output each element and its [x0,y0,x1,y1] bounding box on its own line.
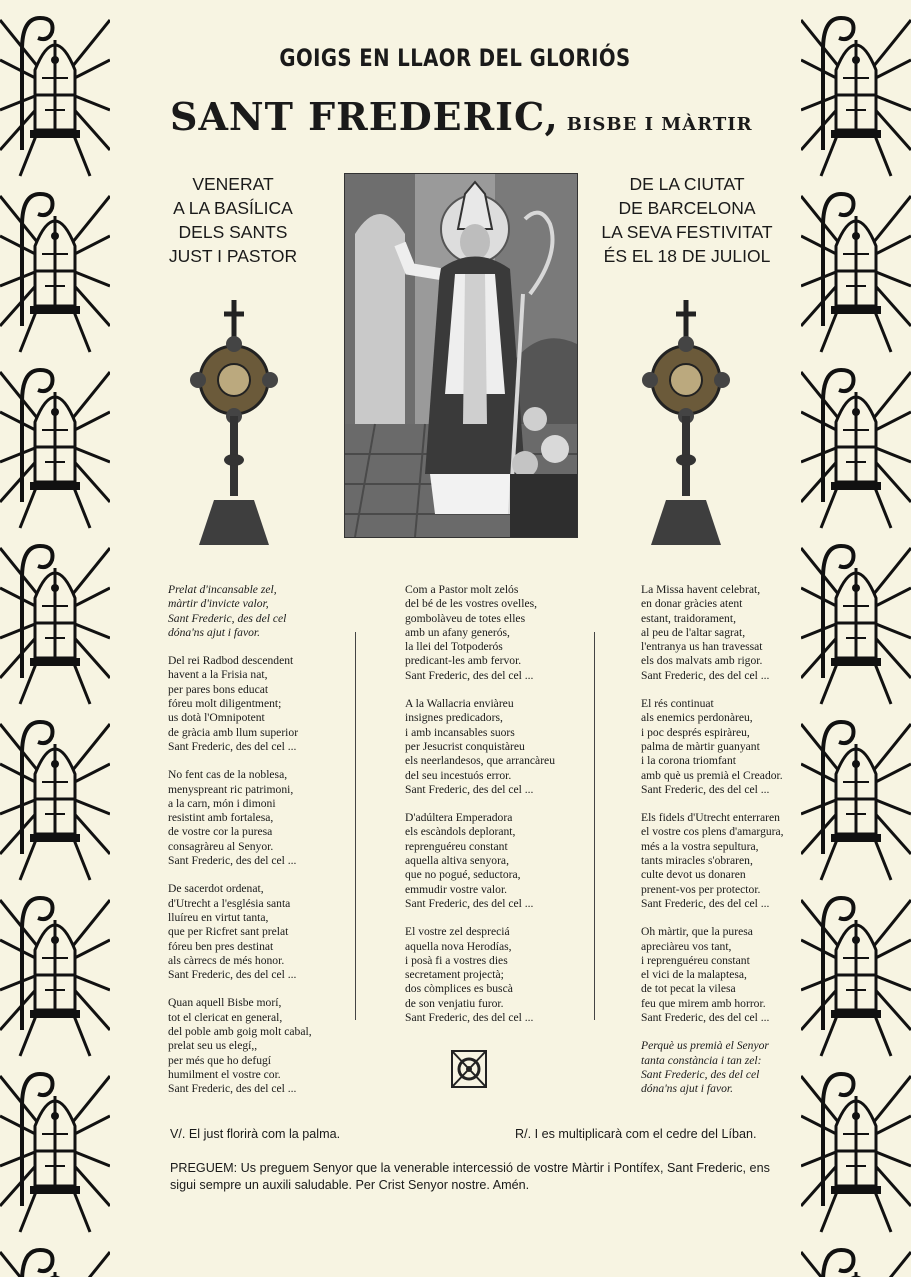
saint-title: BISBE I MÀRTIR [566,114,753,135]
verse-line: Del rei Radbod descendent [168,654,294,668]
verse-line: palma de màrtir guanyant [641,739,760,753]
header-line: GOIGS EN LLAOR DEL GLORIÓS [279,44,631,72]
verse-line: els dos malvats amb rigor. [641,654,763,668]
column-divider [594,632,595,1020]
verse-line: els neerlandesos, que arrancàreu [405,754,555,768]
verse-line: Sant Frederic, des del cel [641,1067,760,1081]
verse-line: prelat seu us elegí,, [168,1039,258,1053]
verse-line: A la Wallacria enviàreu [405,697,514,711]
verse-line: secretament projectà; [405,968,504,982]
subtitle-left-line: JUST I PASTOR [168,246,298,266]
verse-line: la llei del Totpoderós [405,640,503,654]
verse-line: predicant-les amb fervor. [405,654,522,668]
reliquary-left-image [184,300,284,550]
verse-line: de vostre cor la puresa [168,825,273,839]
verse-line: del poble amb goig molt cabal, [168,1025,312,1039]
verse-line: havent a la Frisia nat, [168,668,268,682]
verse-line: dóna'ns ajut i favor. [168,625,261,639]
verse-line: Sant Frederic, des del cel ... [405,896,534,910]
saint-name: SANT FREDERIC, [170,94,559,139]
verse-stanza [168,996,358,1096]
verse-line: Sant Frederic, des del cel ... [405,1011,534,1025]
verse-line: De sacerdot ordenat, [168,882,264,896]
verse-line: de tot pecat la vilesa [641,982,736,996]
verse-line: fóreu molt diligentment; [168,697,282,711]
verse-line: i poc després espiràreu, [641,725,750,739]
verse-line: El vostre zel despreciá [405,925,510,939]
verse-line: als càrrecs de més honor. [168,953,285,967]
verse-line: Sant Frederic, des del cel ... [641,896,770,910]
verse-line: tants miracles s'obraren, [641,854,753,868]
refrain-stanza [641,1039,831,1096]
verse-line: i posà fi a vostres dies [405,953,508,967]
verse-stanza [168,768,358,868]
verse-line: i amb incansables suors [405,725,515,739]
verse-stanza [168,882,358,982]
verse-line: emmudir vostre valor. [405,882,508,896]
verse-line: l'entranya us han travessat [641,640,763,654]
verse-line: Sant Frederic, des del cel [168,611,287,625]
verse-line: el vici de la malaptesa, [641,968,747,982]
subtitle-right-line: LA SEVA FESTIVITAT [601,222,773,242]
verse-line: culte devot us donaren [641,868,746,882]
verse-line: a la carn, món i dimoni [168,796,276,810]
verse-column [405,583,595,1039]
verse-line: reprenguéreu constant [405,839,508,853]
verse-line: insignes predicadors, [405,711,503,725]
verse-stanza [641,811,831,911]
page-title [170,94,753,139]
verse-line: La Missa havent celebrat, [641,583,761,596]
prayer: PREGUEM: Us preguem Senyor que la venerable intercessió de vostre Màrtir i Pontífex, Sant Frederic, ens sigui sempre un auxili saludable. Per Crist Senyor nostre. Amén. [170,1161,770,1192]
verse-line: Sant Frederic, des del cel ... [641,668,770,682]
verse-stanza [405,925,595,1025]
verse-line: us dotà l'Omnipotent [168,711,265,725]
left-border-mitre-pattern [0,0,110,1277]
verse-line: per pares bons educat [168,682,269,696]
subtitle-left [138,172,328,268]
verse-stanza [405,697,595,797]
verse-stanza [405,583,595,683]
verse-stanza [641,583,831,683]
refrain-stanza [168,583,358,640]
verse-line: lluíreu en virtut tanta, [168,910,269,924]
subtitle-right-line: ÉS EL 18 DE JULIOL [603,246,771,266]
verse-line: Sant Frederic, des del cel ... [405,668,534,682]
verse-line: Com a Pastor molt zelós [405,583,519,596]
verse-line: dóna'ns ajut i favor. [641,1082,734,1096]
verse-line: D'adúltera Emperadora [405,811,513,825]
verse-line: aquella altiva senyora, [405,854,509,868]
verse-line: Prelat d'incansable zel, [168,583,277,596]
verse-line: resistint amb fortalesa, [168,811,274,825]
verse-line: als enemics perdonàreu, [641,711,753,725]
verse-line: del seu incestuós error. [405,768,512,782]
subtitle-right-line: DE BARCELONA [618,198,756,218]
verse-line: el vostre cos plens d'amargura, [641,825,784,839]
verse-line: per Jesucrist conquistàreu [405,739,525,753]
verse-line: tot el clericat en general, [168,1010,283,1024]
verse-column [168,583,358,1111]
verse-line: de son venjatiu furor. [405,996,504,1010]
verse-line: gombolàveu de totes elles [405,611,526,625]
verse-line: Sant Frederic, des del cel ... [641,782,770,796]
verse-line: en donar gràcies atent [641,597,743,611]
verse-stanza [641,925,831,1025]
verse-line: els escàndols deplorant, [405,825,516,839]
celtic-knot-ornament [448,1047,490,1091]
verse-line: apreciàreu vos tant, [641,939,732,953]
verse-line: prenent-vos per protector. [641,882,761,896]
verse-line: que per Ricfret sant prelat [168,925,289,939]
versicle: V/. El just florirà com la palma. [170,1127,341,1141]
verse-line: i la corona triomfant [641,754,736,768]
verse-line: Quan aquell Bisbe morí, [168,996,282,1010]
verse-line: Sant Frederic, des del cel ... [168,968,297,982]
response: R/. I es multiplicarà com el cedre del Líban. [515,1127,757,1141]
verse-line: d'Utrecht a l'església santa [168,896,291,910]
verse-line: menyspreant ric patrimoni, [168,782,294,796]
verse-line: feu que mirem amb horror. [641,996,766,1010]
verse-line: Sant Frederic, des del cel ... [405,782,534,796]
verse-line: humilment el vostre cor. [168,1067,281,1081]
verse-line: de gràcia amb llum superior [168,725,299,739]
verse-line: dos còmplices es buscà [405,982,513,996]
saint-engraving-image [344,173,578,538]
verse-column [641,583,831,1111]
verse-line: tanta constància i tan zel: [641,1053,762,1067]
subtitle-left-line: DELS SANTS [178,222,288,242]
verse-line: del bé de les vostres ovelles, [405,597,538,611]
verse-line: Sant Frederic, des del cel ... [168,854,297,868]
column-divider [355,632,356,1020]
verse-line: Sant Frederic, des del cel ... [641,1011,770,1025]
verse-line: i reprenguéreu constant [641,953,750,967]
verse-line: Sant Frederic, des del cel ... [168,739,297,753]
verse-line: fóreu ben pres destinat [168,939,274,953]
subtitle-left-line: A LA BASÍLICA [173,198,293,218]
verse-line: que no pogué, seductora, [405,868,521,882]
verse-line: amb un afany generós, [405,625,510,639]
verse-line: Perquè us premià el Senyor [641,1039,769,1053]
verse-line: amb què us premià el Creador. [641,768,783,782]
verse-line: al peu de l'altar sagrat, [641,625,746,639]
verse-line: consagràreu al Senyor. [168,839,274,853]
verse-line: màrtir d'invicte valor, [168,597,269,611]
verse-stanza [641,697,831,797]
verse-line: El rés continuat [641,697,714,711]
verse-stanza [405,811,595,911]
verse-stanza [168,654,358,754]
verse-line: més a la vostra sepultura, [641,839,759,853]
verse-line: estant, traidorament, [641,611,736,625]
reliquary-right-image [636,300,736,550]
verse-line: Sant Frederic, des del cel ... [168,1082,297,1096]
verse-line: Oh màrtir, que la puresa [641,925,753,939]
subtitle-right [592,172,782,268]
verse-line: No fent cas de la noblesa, [168,768,288,782]
verse-line: Els fidels d'Utrecht enterraren [641,811,780,825]
subtitle-left-line: VENERAT [192,174,274,194]
verse-line: per més que ho defugí [168,1053,272,1067]
subtitle-right-line: DE LA CIUTAT [629,174,745,194]
verse-line: aquella nova Herodías, [405,939,512,953]
